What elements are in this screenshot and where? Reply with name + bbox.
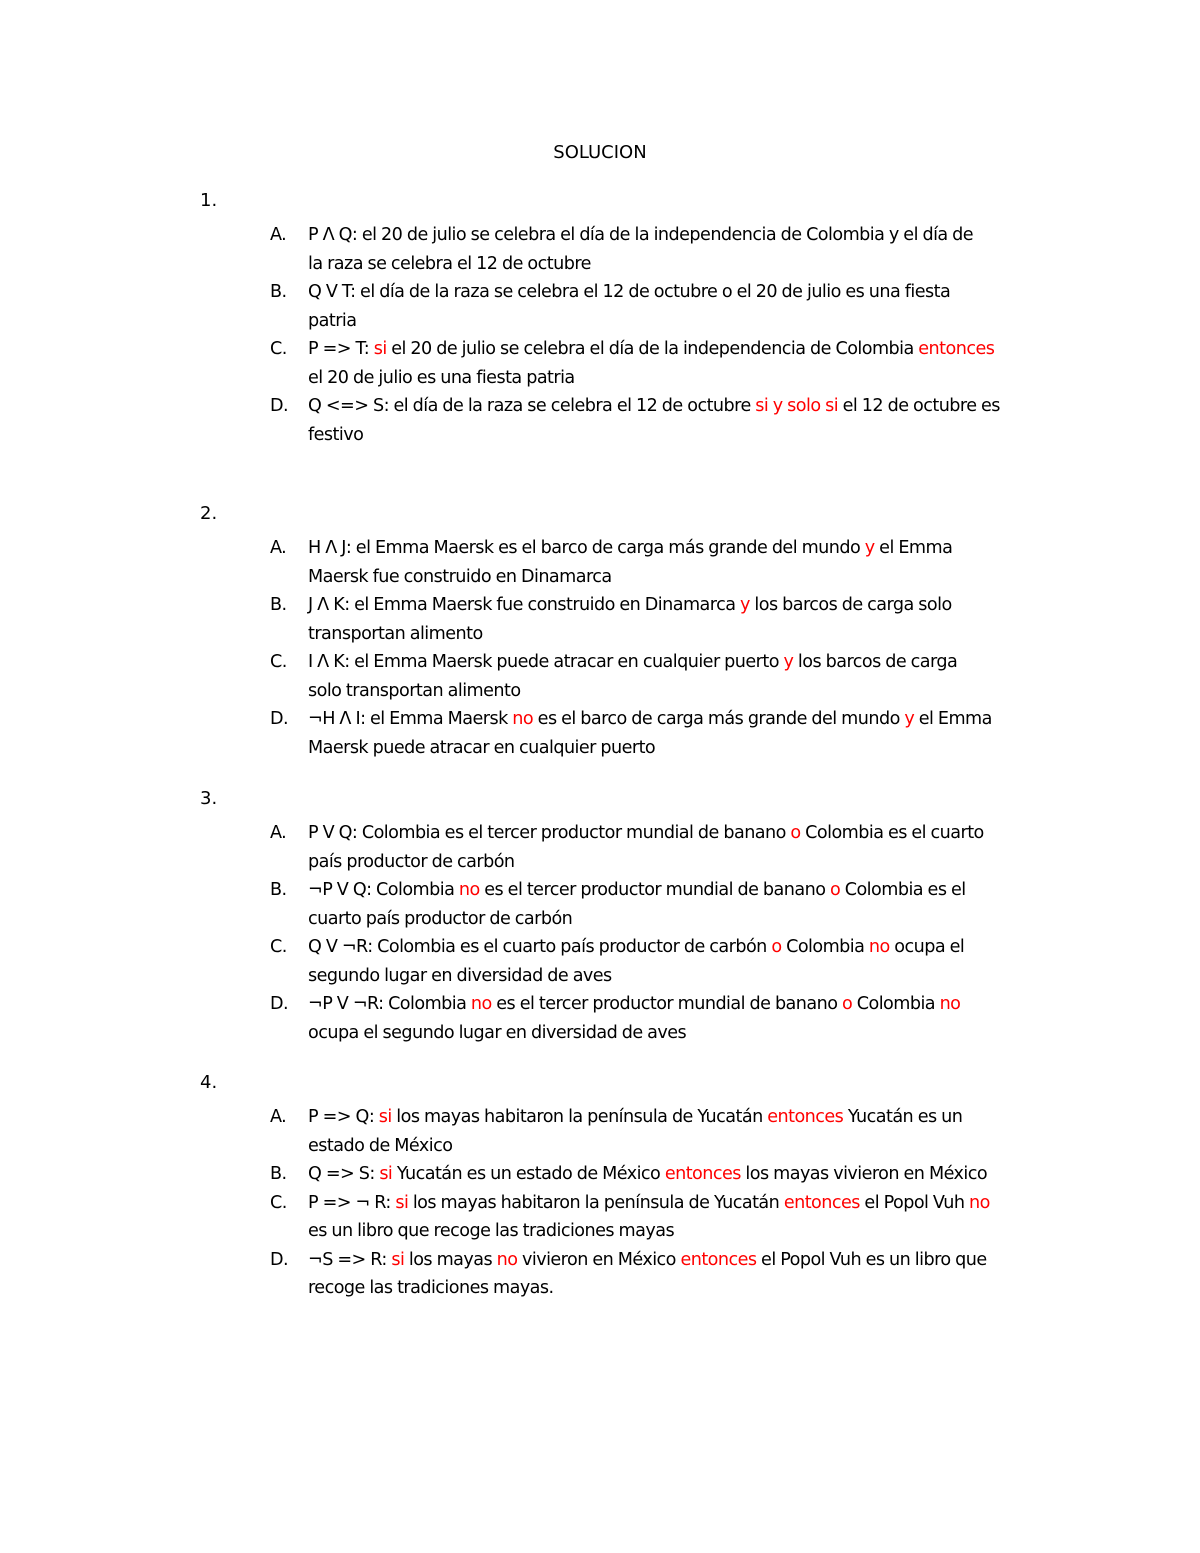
text-segment: transportan alimento <box>308 623 483 644</box>
connective-highlight: o <box>841 994 853 1014</box>
connective-highlight: y <box>739 595 750 615</box>
item-line <box>308 250 1040 279</box>
connective-highlight: si <box>378 1107 392 1127</box>
connective-highlight: entonces <box>767 1107 844 1127</box>
text-segment: la raza se celebra el 12 de octubre <box>308 253 591 274</box>
item-line <box>308 848 1040 877</box>
text-segment: Q => S: <box>308 1164 380 1184</box>
connective-highlight: si <box>379 1164 393 1184</box>
connective-highlight: no <box>512 709 534 729</box>
connective-highlight: entonces <box>664 1164 741 1184</box>
text-segment: Q <=> S: el día de la raza se celebra el 12 de octubre <box>308 396 756 416</box>
text-segment: es el barco de carga más grande del mundo <box>533 709 905 729</box>
item-line <box>308 1160 1040 1189</box>
connective-highlight: y <box>904 709 915 729</box>
item-letter: A. <box>270 225 287 245</box>
section-number: 4. <box>200 1072 218 1093</box>
item-line <box>308 591 1040 620</box>
item-line <box>308 677 1040 706</box>
item-line <box>308 1019 1040 1048</box>
item-line <box>308 307 1040 336</box>
text-segment: H Λ J: el Emma Maersk es el barco de carga más grande del mundo <box>308 538 865 558</box>
text-segment: festivo <box>308 424 364 445</box>
item-letter: C. <box>270 937 287 957</box>
text-segment: el 20 de julio se celebra el día de la independencia de Colombia <box>386 339 919 359</box>
list-item <box>200 648 1040 705</box>
item-line <box>308 905 1040 934</box>
connective-highlight: o <box>790 823 801 843</box>
text-segment: ocupa el <box>889 937 965 957</box>
list-item <box>200 990 1040 1047</box>
item-letter: B. <box>270 282 287 302</box>
section-2 <box>200 500 1040 762</box>
text-segment: país productor de carbón <box>308 851 515 872</box>
connective-highlight: si <box>395 1192 409 1213</box>
item-line <box>308 421 1040 450</box>
connective-highlight: entonces <box>680 1249 757 1270</box>
section-4 <box>200 1069 1040 1303</box>
item-line <box>308 819 1040 848</box>
connective-highlight: entonces <box>918 339 995 359</box>
text-segment: el Emma <box>914 709 992 729</box>
text-segment: es el tercer productor mundial de banano <box>479 880 830 900</box>
text-segment: Maersk fue construido en Dinamarca <box>308 566 612 587</box>
item-letter: D. <box>270 1249 289 1270</box>
text-segment: es un libro que recoge las tradiciones mayas <box>308 1221 675 1241</box>
list-item <box>200 705 1040 762</box>
text-segment: P Λ Q: el 20 de julio se celebra el día de la independencia de Colombia y el día de <box>308 225 974 245</box>
item-letter: D. <box>270 709 289 729</box>
item-line <box>308 534 1040 563</box>
list-item <box>200 933 1040 990</box>
text-segment: segundo lugar en diversidad de aves <box>308 965 612 986</box>
item-line <box>308 1103 1040 1132</box>
section-number: 2. <box>200 503 218 524</box>
item-line <box>308 364 1040 393</box>
text-segment: Maersk puede atracar en cualquier puerto <box>308 737 656 758</box>
text-segment: Q V T: el día de la raza se celebra el 12 de octubre o el 20 de julio es una fiesta <box>308 282 951 302</box>
text-segment: los barcos de carga <box>793 652 958 672</box>
text-segment: P => ¬ R: <box>308 1192 396 1213</box>
connective-highlight: si <box>391 1249 405 1270</box>
text-segment: recoge las tradiciones mayas. <box>308 1278 554 1298</box>
text-segment: I Λ K: el Emma Maersk puede atracar en cualquier puerto <box>308 652 784 672</box>
list-item <box>200 1103 1040 1160</box>
text-segment: los mayas vivieron en México <box>740 1164 988 1184</box>
item-line <box>308 1217 1040 1246</box>
text-segment: Colombia es el cuarto <box>800 823 984 843</box>
text-segment: solo transportan alimento <box>308 680 521 701</box>
text-segment: el Popol Vuh es un libro que <box>756 1249 987 1270</box>
text-segment: Q V ¬R: Colombia es el cuarto país productor de carbón <box>308 937 772 957</box>
item-line <box>308 620 1040 649</box>
text-segment: Yucatán es un estado de México <box>392 1164 665 1184</box>
item-line <box>308 278 1040 307</box>
list-item <box>200 221 1040 278</box>
item-letter: B. <box>270 1164 287 1184</box>
item-line <box>308 876 1040 905</box>
connective-highlight: o <box>829 880 841 900</box>
item-letter: A. <box>270 538 287 558</box>
section-3 <box>200 785 1040 1047</box>
list-item <box>200 335 1040 392</box>
item-line <box>308 221 1040 250</box>
text-segment: los barcos de carga solo <box>749 595 952 615</box>
list-item <box>200 278 1040 335</box>
text-segment: ¬H Λ I: el Emma Maersk <box>308 709 513 729</box>
item-line <box>308 1246 1040 1275</box>
item-line <box>308 1189 1040 1218</box>
text-segment: Colombia <box>852 994 940 1014</box>
text-segment: P V Q: Colombia es el tercer productor mundial de banano <box>308 823 791 843</box>
list-item <box>200 392 1040 449</box>
text-segment: el 12 de octubre es <box>838 396 1000 416</box>
text-segment: Colombia <box>781 937 869 957</box>
page-title: SOLUCION <box>553 142 647 163</box>
connective-highlight: si y solo si <box>755 396 839 416</box>
list-item <box>200 1189 1040 1246</box>
list-item <box>200 591 1040 648</box>
text-segment: el Popol Vuh <box>859 1192 969 1213</box>
item-line <box>308 705 1040 734</box>
text-segment: ¬P V Q: Colombia <box>308 880 459 900</box>
list-item <box>200 1160 1040 1189</box>
item-line <box>308 933 1040 962</box>
connective-highlight: no <box>968 1192 990 1213</box>
text-segment: ocupa el segundo lugar en diversidad de aves <box>308 1022 687 1043</box>
text-segment: ¬P V ¬R: Colombia <box>308 994 471 1014</box>
text-segment: cuarto país productor de carbón <box>308 908 573 929</box>
item-line <box>308 990 1040 1019</box>
text-segment: P => T: <box>308 339 374 359</box>
section-1 <box>200 187 1040 449</box>
text-segment: estado de México <box>308 1135 453 1156</box>
item-letter: C. <box>270 339 287 359</box>
connective-highlight: no <box>496 1249 518 1270</box>
connective-highlight: o <box>771 937 782 957</box>
text-segment: ¬S => R: <box>308 1249 392 1270</box>
connective-highlight: entonces <box>783 1192 860 1213</box>
item-letter: D. <box>270 994 289 1014</box>
item-line <box>308 962 1040 991</box>
connective-highlight: no <box>868 937 890 957</box>
item-letter: A. <box>270 1107 287 1127</box>
connective-highlight: no <box>939 994 961 1014</box>
text-segment: P => Q: <box>308 1107 379 1127</box>
connective-highlight: no <box>470 994 492 1014</box>
item-letter: C. <box>270 1192 287 1213</box>
text-segment: los mayas <box>404 1249 497 1270</box>
item-letter: B. <box>270 595 287 615</box>
connective-highlight: y <box>783 652 794 672</box>
item-line <box>308 392 1040 421</box>
item-letter: A. <box>270 823 287 843</box>
text-segment: Colombia es el <box>840 880 966 900</box>
section-number: 1. <box>200 190 218 211</box>
text-segment: los mayas habitaron la península de Yucatán <box>408 1192 784 1213</box>
section-number: 3. <box>200 788 218 809</box>
item-line <box>308 335 1040 364</box>
text-segment: es el tercer productor mundial de banano <box>491 994 842 1014</box>
text-segment: Yucatán es un <box>843 1107 963 1127</box>
list-item <box>200 876 1040 933</box>
list-item <box>200 1246 1040 1303</box>
item-line <box>308 1274 1040 1303</box>
text-segment: patria <box>308 310 357 331</box>
connective-highlight: no <box>458 880 480 900</box>
item-line <box>308 648 1040 677</box>
item-letter: C. <box>270 652 287 672</box>
item-line <box>308 1132 1040 1161</box>
connective-highlight: y <box>864 538 875 558</box>
text-segment: el Emma <box>874 538 953 558</box>
item-letter: B. <box>270 880 287 900</box>
item-letter: D. <box>270 396 289 416</box>
text-segment: el 20 de julio es una fiesta patria <box>308 367 575 388</box>
item-line <box>308 734 1040 763</box>
text-segment: vivieron en México <box>517 1249 681 1270</box>
text-segment: J Λ K: el Emma Maersk fue construido en Dinamarca <box>308 595 740 615</box>
list-item <box>200 819 1040 876</box>
list-item <box>200 534 1040 591</box>
item-line <box>308 563 1040 592</box>
connective-highlight: si <box>373 339 387 359</box>
text-segment: los mayas habitaron la península de Yucatán <box>391 1107 768 1127</box>
